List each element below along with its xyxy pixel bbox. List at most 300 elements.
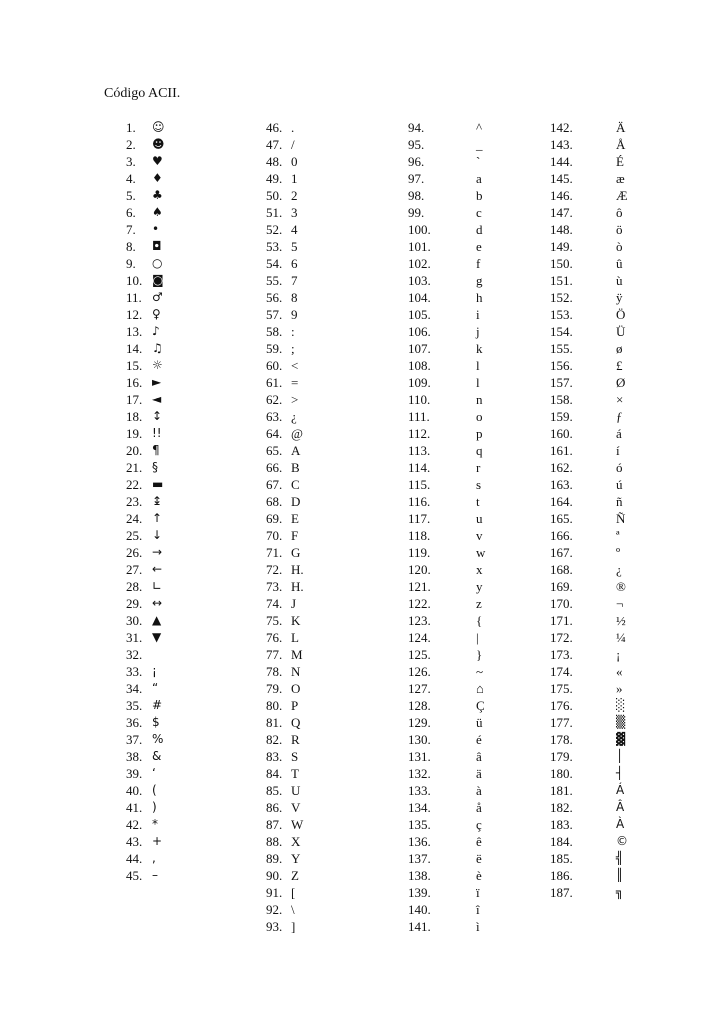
code-character: x	[476, 562, 483, 577]
ascii-row	[550, 510, 728, 527]
ascii-row	[408, 901, 588, 918]
code-number: 156.	[550, 358, 573, 373]
code-number: 91.	[266, 885, 283, 900]
ascii-row	[104, 646, 284, 663]
code-character: .	[291, 120, 295, 135]
code-number: 185.	[550, 851, 573, 866]
code-number: 69.	[266, 511, 283, 526]
ascii-row	[104, 833, 284, 850]
code-number: 137.	[408, 851, 431, 866]
code-number: 39.	[126, 766, 143, 781]
code-number: 24.	[126, 511, 143, 526]
code-character: :	[291, 324, 295, 339]
code-number: 72.	[266, 562, 283, 577]
ascii-row	[550, 476, 728, 493]
code-character: Â	[616, 800, 625, 814]
code-number: 73.	[266, 579, 283, 594]
code-character: ƒ	[616, 409, 623, 424]
code-character: i	[476, 307, 480, 322]
code-number: 54.	[266, 256, 283, 271]
code-character: Q	[291, 715, 301, 730]
code-character: ♂	[152, 290, 163, 304]
code-number: 95.	[408, 137, 425, 152]
code-character: ►	[152, 375, 162, 389]
code-number: 128.	[408, 698, 431, 713]
code-character: À	[616, 817, 625, 831]
code-number: 11.	[126, 290, 142, 305]
code-character: ~	[476, 664, 484, 679]
code-character: ñ	[616, 494, 623, 509]
ascii-row	[550, 272, 728, 289]
code-character: ½	[616, 613, 626, 628]
ascii-row	[550, 527, 728, 544]
code-character: ▼	[152, 630, 162, 644]
code-character: ¬	[616, 596, 624, 611]
ascii-row	[550, 578, 728, 595]
code-number: 167.	[550, 545, 573, 560]
ascii-row	[550, 833, 728, 850]
code-number: 99.	[408, 205, 425, 220]
code-character: L	[291, 630, 299, 645]
code-number: 25.	[126, 528, 143, 543]
ascii-row	[104, 136, 284, 153]
ascii-row	[104, 153, 284, 170]
code-character: æ	[616, 171, 625, 186]
code-number: 154.	[550, 324, 573, 339]
code-character: 0	[291, 154, 298, 169]
code-character: §	[152, 460, 158, 474]
ascii-column-4	[550, 119, 728, 901]
code-character: 1	[291, 171, 298, 186]
code-character: M	[291, 647, 303, 662]
code-number: 94.	[408, 120, 425, 135]
ascii-row	[550, 561, 728, 578]
code-number: 3.	[126, 154, 136, 169]
code-number: 28.	[126, 579, 143, 594]
code-character: ♣	[152, 188, 163, 202]
code-character: l	[476, 358, 480, 373]
code-character: g	[476, 273, 483, 288]
code-number: 145.	[550, 171, 573, 186]
ascii-row	[104, 408, 284, 425]
code-number: 173.	[550, 647, 573, 662]
code-character: f	[476, 256, 481, 271]
code-character: ♦	[152, 171, 163, 185]
code-number: 179.	[550, 749, 573, 764]
code-number: 93.	[266, 919, 283, 934]
code-character: ░	[616, 698, 626, 712]
code-character: !!	[152, 426, 162, 440]
code-number: 37.	[126, 732, 143, 747]
code-character: k	[476, 341, 483, 356]
ascii-row	[104, 748, 284, 765]
code-character: h	[476, 290, 483, 305]
code-character: →	[152, 545, 163, 559]
code-number: 119.	[408, 545, 431, 560]
code-character: /	[291, 137, 295, 152]
code-number: 115.	[408, 477, 431, 492]
code-number: 50.	[266, 188, 283, 203]
code-character: î	[476, 902, 480, 917]
ascii-row	[104, 170, 284, 187]
code-character: F	[291, 528, 299, 543]
code-character: á	[616, 426, 622, 441]
ascii-row	[550, 119, 728, 136]
code-character: Ø	[616, 375, 626, 390]
code-character: ▲	[152, 613, 162, 627]
code-number: 75.	[266, 613, 283, 628]
code-character: ;	[291, 341, 295, 356]
ascii-row	[104, 238, 284, 255]
code-character: ▒	[616, 715, 626, 729]
code-character: 7	[291, 273, 298, 288]
ascii-row	[104, 187, 284, 204]
code-character: Á	[616, 783, 625, 797]
code-number: 55.	[266, 273, 283, 288]
ascii-row	[550, 238, 728, 255]
ascii-row	[104, 323, 284, 340]
code-character: %	[152, 732, 164, 746]
code-number: 144.	[550, 154, 573, 169]
ascii-row	[550, 459, 728, 476]
code-character: E	[291, 511, 299, 526]
code-number: 33.	[126, 664, 143, 679]
ascii-row	[104, 663, 284, 680]
code-character: r	[476, 460, 481, 475]
code-number: 153.	[550, 307, 573, 322]
code-character: 8	[291, 290, 298, 305]
code-number: 126.	[408, 664, 431, 679]
code-number: 139.	[408, 885, 431, 900]
code-character: ☻	[152, 137, 165, 151]
code-number: 92.	[266, 902, 283, 917]
code-character: y	[476, 579, 483, 594]
ascii-row	[104, 119, 284, 136]
ascii-row	[104, 731, 284, 748]
code-number: 102.	[408, 256, 431, 271]
ascii-row	[104, 782, 284, 799]
code-character: B	[291, 460, 300, 475]
ascii-row	[104, 714, 284, 731]
code-character: p	[476, 426, 483, 441]
ascii-row	[550, 850, 728, 867]
code-number: 19.	[126, 426, 143, 441]
code-character: ♥	[152, 154, 163, 168]
code-character: ü	[476, 715, 483, 730]
ascii-row	[550, 884, 728, 901]
code-number: 87.	[266, 817, 283, 832]
code-number: 45.	[126, 868, 143, 883]
code-character: ⌂	[476, 681, 484, 696]
ascii-row	[550, 799, 728, 816]
ascii-row	[104, 289, 284, 306]
code-number: 162.	[550, 460, 573, 475]
ascii-row	[104, 799, 284, 816]
code-number: 113.	[408, 443, 431, 458]
code-character: ê	[476, 834, 482, 849]
code-character: P	[291, 698, 299, 713]
code-number: 12.	[126, 307, 143, 322]
code-character: ♪	[152, 324, 160, 338]
code-character: w	[476, 545, 486, 560]
code-number: 68.	[266, 494, 283, 509]
ascii-row	[550, 612, 728, 629]
code-number: 138.	[408, 868, 431, 883]
ascii-row	[104, 816, 284, 833]
code-character: &	[152, 749, 162, 763]
ascii-row	[550, 340, 728, 357]
code-character: ╗	[616, 885, 624, 899]
ascii-row	[104, 544, 284, 561]
ascii-row	[104, 391, 284, 408]
code-number: 22.	[126, 477, 143, 492]
code-number: 114.	[408, 460, 431, 475]
ascii-row	[104, 425, 284, 442]
code-number: 9.	[126, 256, 136, 271]
code-character: K	[291, 613, 301, 628]
code-character: ª	[616, 528, 620, 543]
code-character: ä	[476, 766, 482, 781]
ascii-row	[104, 612, 284, 629]
code-character: j	[476, 324, 480, 339]
ascii-row	[104, 306, 284, 323]
code-number: 76.	[266, 630, 283, 645]
code-character: â	[476, 749, 482, 764]
code-number: 44.	[126, 851, 143, 866]
code-number: 111.	[408, 409, 430, 424]
ascii-row	[104, 255, 284, 272]
code-character: ,	[152, 851, 156, 865]
code-character: D	[291, 494, 301, 509]
ascii-row	[550, 357, 728, 374]
code-character: ¶	[152, 443, 160, 457]
code-number: 130.	[408, 732, 431, 747]
code-number: 67.	[266, 477, 283, 492]
code-character: X	[291, 834, 301, 849]
code-number: 74.	[266, 596, 283, 611]
code-number: 80.	[266, 698, 283, 713]
code-number: 149.	[550, 239, 573, 254]
code-character: ç	[476, 817, 482, 832]
code-character: u	[476, 511, 483, 526]
ascii-row	[104, 697, 284, 714]
code-character: @	[291, 426, 303, 441]
ascii-row	[550, 306, 728, 323]
code-character: H.	[291, 562, 304, 577]
code-number: 143.	[550, 137, 573, 152]
code-number: 81.	[266, 715, 283, 730]
code-character: W	[291, 817, 304, 832]
code-number: 181.	[550, 783, 573, 798]
code-number: 27.	[126, 562, 143, 577]
code-number: 172.	[550, 630, 573, 645]
code-character: Æ	[616, 188, 628, 203]
code-number: 133.	[408, 783, 431, 798]
code-number: 7.	[126, 222, 136, 237]
ascii-row	[104, 595, 284, 612]
code-number: 84.	[266, 766, 283, 781]
code-number: 165.	[550, 511, 573, 526]
code-number: 101.	[408, 239, 431, 254]
code-number: 146.	[550, 188, 573, 203]
code-number: 148.	[550, 222, 573, 237]
ascii-row	[550, 544, 728, 561]
code-number: 129.	[408, 715, 431, 730]
code-character: A	[291, 443, 301, 458]
code-number: 20.	[126, 443, 143, 458]
code-number: 60.	[266, 358, 283, 373]
ascii-row	[550, 731, 728, 748]
code-number: 49.	[266, 171, 283, 186]
code-number: 183.	[550, 817, 573, 832]
code-number: 184.	[550, 834, 573, 849]
code-number: 160.	[550, 426, 573, 441]
code-character: Y	[291, 851, 301, 866]
code-number: 171.	[550, 613, 573, 628]
code-character: =	[291, 375, 299, 390]
code-character: “	[152, 681, 159, 695]
code-number: 131.	[408, 749, 431, 764]
code-character: û	[616, 256, 623, 271]
code-character: 3	[291, 205, 298, 220]
code-character: ↨	[152, 494, 163, 508]
code-number: 169.	[550, 579, 573, 594]
code-number: 124.	[408, 630, 431, 645]
code-character: `	[476, 154, 481, 169]
code-number: 182.	[550, 800, 573, 815]
page-title: Código ACII.	[104, 86, 181, 101]
ascii-row	[104, 493, 284, 510]
code-character: Ñ	[616, 511, 626, 526]
code-number: 5.	[126, 188, 136, 203]
code-number: 85.	[266, 783, 283, 798]
code-number: 62.	[266, 392, 283, 407]
code-number: 59.	[266, 341, 283, 356]
code-character: 9	[291, 307, 298, 322]
ascii-row	[550, 408, 728, 425]
code-character: ☼	[152, 358, 163, 372]
code-number: 29.	[126, 596, 143, 611]
ascii-row	[550, 646, 728, 663]
code-character: ]	[291, 919, 296, 934]
code-number: 174.	[550, 664, 573, 679]
code-character: ¡	[616, 647, 621, 662]
ascii-row	[104, 476, 284, 493]
code-number: 164.	[550, 494, 573, 509]
code-number: 78.	[266, 664, 283, 679]
ascii-row	[550, 136, 728, 153]
code-number: 136.	[408, 834, 431, 849]
ascii-row	[550, 289, 728, 306]
code-number: 47.	[266, 137, 283, 152]
code-character: ┤	[616, 766, 624, 780]
code-number: 41.	[126, 800, 143, 815]
code-character: ▬	[152, 477, 164, 491]
code-number: 108.	[408, 358, 431, 373]
ascii-row	[104, 340, 284, 357]
ascii-row	[104, 204, 284, 221]
code-number: 168.	[550, 562, 573, 577]
code-character: ←	[152, 562, 163, 576]
code-character: b	[476, 188, 483, 203]
code-character: (	[152, 783, 157, 797]
code-number: 8.	[126, 239, 136, 254]
code-character: a	[476, 171, 482, 186]
ascii-row	[550, 629, 728, 646]
code-character: 4	[291, 222, 298, 237]
code-character: º	[616, 545, 621, 560]
code-number: 152.	[550, 290, 573, 305]
code-character: #	[152, 698, 163, 712]
ascii-row	[104, 272, 284, 289]
code-number: 109.	[408, 375, 431, 390]
code-character: ↕	[152, 409, 163, 423]
code-character: ╣	[616, 851, 624, 865]
ascii-row	[550, 697, 728, 714]
ascii-row	[550, 391, 728, 408]
code-number: 64.	[266, 426, 283, 441]
code-number: 180.	[550, 766, 573, 781]
code-character: ¼	[616, 630, 626, 645]
ascii-row	[550, 867, 728, 884]
code-number: 116.	[408, 494, 431, 509]
ascii-row	[550, 748, 728, 765]
code-number: 6.	[126, 205, 136, 220]
code-character: ì	[476, 919, 480, 934]
ascii-row	[550, 782, 728, 799]
ascii-row	[104, 680, 284, 697]
code-character: S	[291, 749, 299, 764]
code-number: 10.	[126, 273, 143, 288]
ascii-row	[104, 459, 284, 476]
code-character: ×	[616, 392, 624, 407]
code-number: 163.	[550, 477, 573, 492]
code-character: |	[476, 630, 479, 645]
code-number: 140.	[408, 902, 431, 917]
ascii-row	[104, 357, 284, 374]
code-character: d	[476, 222, 483, 237]
code-character: Ç	[476, 698, 485, 713]
code-character: q	[476, 443, 483, 458]
code-number: 105.	[408, 307, 431, 322]
ascii-row	[550, 255, 728, 272]
code-character: É	[616, 154, 624, 169]
code-number: 176.	[550, 698, 573, 713]
code-character: c	[476, 205, 482, 220]
code-character: ø	[616, 341, 623, 356]
code-number: 16.	[126, 375, 143, 390]
code-number: 23.	[126, 494, 143, 509]
code-character: ║	[616, 868, 624, 882]
ascii-row	[550, 493, 728, 510]
code-character: »	[616, 681, 623, 696]
code-character: J	[291, 596, 297, 611]
code-character: ú	[616, 477, 623, 492]
code-character: <	[291, 358, 299, 373]
code-number: 121.	[408, 579, 431, 594]
code-character: ◙	[152, 273, 164, 287]
code-character: à	[476, 783, 482, 798]
code-number: 89.	[266, 851, 283, 866]
code-number: 106.	[408, 324, 431, 339]
code-number: 155.	[550, 341, 573, 356]
code-number: 135.	[408, 817, 431, 832]
code-number: 161.	[550, 443, 573, 458]
code-number: 151.	[550, 273, 573, 288]
code-number: 120.	[408, 562, 431, 577]
code-number: 31.	[126, 630, 143, 645]
code-character: N	[291, 664, 301, 679]
